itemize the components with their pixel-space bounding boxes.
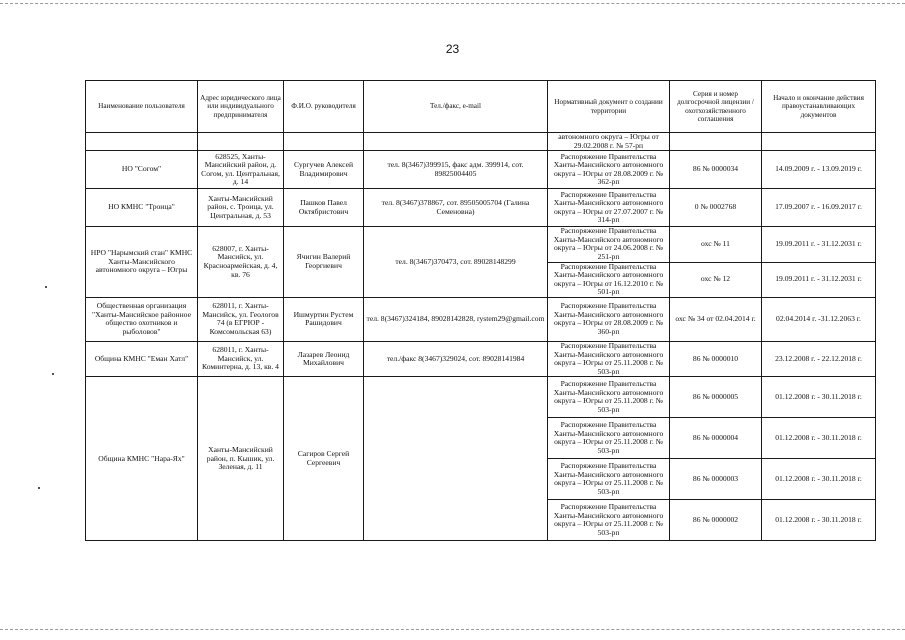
cell-contacts: тел. 8(3467)370473, сот. 89028148299	[364, 227, 548, 298]
table-row	[86, 341, 876, 376]
header-legal-address: Адрес юридического лица или индивидуального предпринимателя	[198, 81, 284, 133]
table-row	[86, 377, 876, 418]
cell-validity: 01.12.2008 г. - 30.11.2018 г.	[762, 500, 876, 541]
cell-license: 86 № 0000010	[670, 341, 762, 376]
cell-contacts: тел./факс 8(3467)329024, сот. 89028141984	[364, 341, 548, 376]
cell-validity: 01.12.2008 г. - 30.11.2018 г.	[762, 377, 876, 418]
header-row	[86, 81, 876, 133]
cell-doc: Распоряжение Правительства Ханты-Мансийского автономного округа – Югры от 25.11.2008 г. № 503-рп	[548, 377, 670, 418]
cell-validity: 23.12.2008 г. - 22.12.2018 г.	[762, 341, 876, 376]
cell-validity: 17.09.2007 г. - 16.09.2017 г.	[762, 189, 876, 227]
table-row	[86, 151, 876, 189]
cell-validity: 01.12.2008 г. - 30.11.2018 г.	[762, 418, 876, 459]
scan-speck	[52, 373, 54, 375]
cell-doc: Распоряжение Правительства Ханты-Мансийского автономного округа – Югры от 27.07.2007 г. № 314-рп	[548, 189, 670, 227]
cell-validity: 19.09.2011 г. - 31.12.2031 г.	[762, 227, 876, 262]
header-contacts: Тел./факс, e-mail	[364, 81, 548, 133]
cell-contacts: тел. 8(3467)399915, факс адм. 399914, сот. 89825004405	[364, 151, 548, 189]
cell-validity: 19.09.2011 г. - 31.12.2031 г.	[762, 262, 876, 297]
cell-head: Лазарев Леонид Михайлович	[284, 341, 364, 376]
cell-validity: 01.12.2008 г. - 30.11.2018 г.	[762, 459, 876, 500]
cell-address: 628525, Ханты-Мансийский район, д. Согом, ул. Центральная, д. 14	[198, 151, 284, 189]
cell-user: НО КМНС "Троица"	[86, 189, 198, 227]
cell-license: 86 № 0000003	[670, 459, 762, 500]
page-number: 23	[445, 42, 460, 56]
scan-top-edge	[0, 3, 905, 4]
cell-head: Ишмуртин Рустем Рашидович	[284, 297, 364, 341]
cell-user: НО "Согом"	[86, 151, 198, 189]
cell-license: 86 № 0000005	[670, 377, 762, 418]
cell-doc: Распоряжение Правительства Ханты-Мансийского автономного округа – Югры от 25.11.2008 г. № 503-рп	[548, 418, 670, 459]
header-license-number: Серия и номер долгосрочной лицензии /охотхозяйственного соглашения	[670, 81, 762, 133]
table-row	[86, 133, 876, 151]
cell-validity: 02.04.2014 г. -31.12.2063 г.	[762, 297, 876, 341]
cell-user: Община КМНС "Нара-Ях"	[86, 377, 198, 541]
cell-contacts: тел. 8(3467)324184, 89028142828, rystem29@gmail.com	[364, 297, 548, 341]
cell-doc: Распоряжение Правительства Ханты-Мансийского автономного округа – Югры от 24.06.2008 г. № 251-рп	[548, 227, 670, 262]
cell-doc: автономного округа – Югры от 29.02.2008 г. № 57-рп	[548, 133, 670, 151]
table-row	[86, 227, 876, 262]
cell-doc: Распоряжение Правительства Ханты-Мансийского автономного округа – Югры от 25.11.2008 г. № 503-рп	[548, 500, 670, 541]
table-row	[86, 189, 876, 227]
cell-address: 628007, г. Ханты-Мансийск, ул. Красноармейская, д. 4, кв. 76	[198, 227, 284, 298]
cell-license: 0 № 0002768	[670, 189, 762, 227]
cell-contacts: тел. 8(3467)378867, сот. 89505005704 (Галина Семеновна)	[364, 189, 548, 227]
registry-table	[85, 80, 876, 541]
cell-license: охс № 12	[670, 262, 762, 297]
cell-contacts	[364, 377, 548, 541]
cell-address: Ханты-Мансийский район, п. Кышик, ул. Зеленая, д. 11	[198, 377, 284, 541]
cell-address: 628011, г. Ханты-Мансийск, ул. Геологов 74 (в ЕГРЮР - Комсомольская 63)	[198, 297, 284, 341]
scan-speck	[45, 286, 47, 288]
header-head-name: Ф.И.О. руководителя	[284, 81, 364, 133]
header-normative-doc: Нормативный документ о создании территории	[548, 81, 670, 133]
cell-doc: Распоряжение Правительства Ханты-Мансийского автономного округа – Югры от 28.08.2009 г. № 362-рп	[548, 151, 670, 189]
cell-doc: Распоряжение Правительства Ханты-Мансийского автономного округа – Югры от 25.11.2008 г. № 503-рп	[548, 341, 670, 376]
cell-doc: Распоряжение Правительства Ханты-Мансийского автономного округа – Югры от 28.08.2009 г. № 360-рп	[548, 297, 670, 341]
cell-address: Ханты-Мансийский район, с. Троица, ул. Центральная, д. 53	[198, 189, 284, 227]
header-validity: Начало и окончание действия правоустанавливающих документов	[762, 81, 876, 133]
cell-user: Община КМНС "Еман Хатл"	[86, 341, 198, 376]
cell-license: охс № 11	[670, 227, 762, 262]
cell-doc: Распоряжение Правительства Ханты-Мансийского автономного округа – Югры от 16.12.2010 г. № 501-рп	[548, 262, 670, 297]
cell-address: 628011, г. Ханты-Мансийск, ул. Коминтерна, д. 13, кв. 4	[198, 341, 284, 376]
cell-license: 86 № 0000002	[670, 500, 762, 541]
scan-speck	[38, 487, 40, 489]
cell-license: охс № 34 от 02.04.2014 г.	[670, 297, 762, 341]
table-row	[86, 297, 876, 341]
cell-head: Ячигин Валерий Георгиевич	[284, 227, 364, 298]
cell-license: 86 № 0000034	[670, 151, 762, 189]
cell-head: Сагиров Сергей Сергеевич	[284, 377, 364, 541]
cell-validity: 14.09.2009 г. - 13.09.2019 г.	[762, 151, 876, 189]
cell-head: Пашков Павел Октябристович	[284, 189, 364, 227]
cell-user: Общественная организация "Ханты-Мансийское районное общество охотников и рыболовов"	[86, 297, 198, 341]
cell-user: НРО "Нарымский стан" КМНС Ханты-Мансийского автономного округа – Югры	[86, 227, 198, 298]
header-user-name: Наименование пользователя	[86, 81, 198, 133]
cell-license: 86 № 0000004	[670, 418, 762, 459]
scan-bottom-edge	[0, 629, 905, 630]
cell-doc: Распоряжение Правительства Ханты-Мансийского автономного округа – Югры от 25.11.2008 г. № 503-рп	[548, 459, 670, 500]
cell-head: Сургучев Алексей Владимирович	[284, 151, 364, 189]
